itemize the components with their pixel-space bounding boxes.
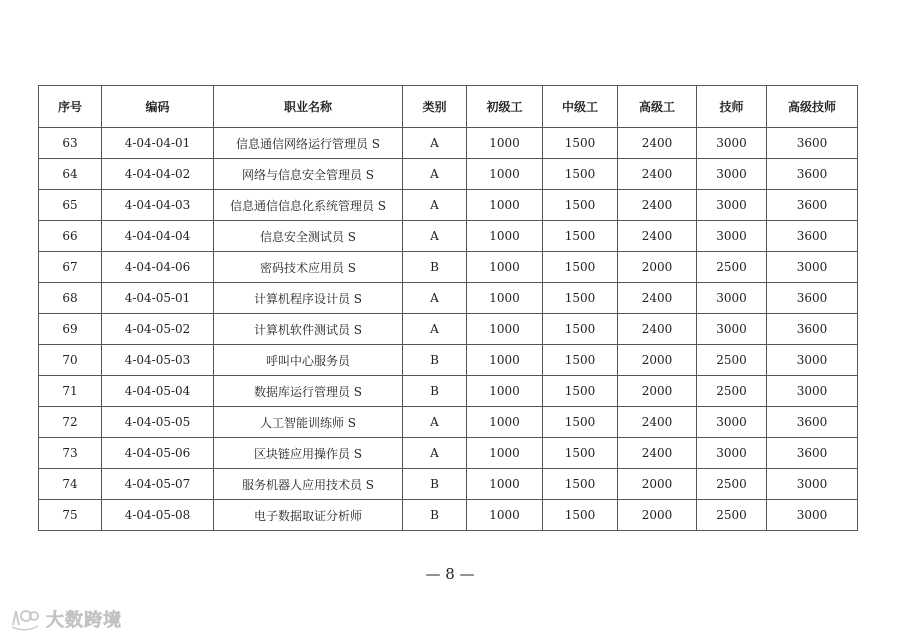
cell-index: 74 bbox=[39, 469, 102, 500]
cell-senior: 2400 bbox=[618, 438, 697, 469]
table-row bbox=[39, 438, 858, 469]
cell-technician: 3000 bbox=[697, 128, 767, 159]
cell-senior: 2000 bbox=[618, 376, 697, 407]
cell-occupation: 呼叫中心服务员 bbox=[214, 345, 403, 376]
cell-code: 4-04-04-02 bbox=[102, 159, 214, 190]
cell-intermediate: 1500 bbox=[543, 345, 618, 376]
cell-senior-technician: 3600 bbox=[767, 283, 858, 314]
cell-occupation: 网络与信息安全管理员 S bbox=[214, 159, 403, 190]
cell-index: 71 bbox=[39, 376, 102, 407]
cell-technician: 2500 bbox=[697, 376, 767, 407]
table-row bbox=[39, 252, 858, 283]
cell-technician: 3000 bbox=[697, 190, 767, 221]
table-row bbox=[39, 345, 858, 376]
table-body bbox=[39, 128, 858, 531]
cell-junior: 1000 bbox=[467, 500, 543, 531]
header-cell-technician: 技师 bbox=[697, 86, 767, 128]
cell-code: 4-04-04-01 bbox=[102, 128, 214, 159]
cell-technician: 3000 bbox=[697, 407, 767, 438]
cell-code: 4-04-05-05 bbox=[102, 407, 214, 438]
cell-index: 67 bbox=[39, 252, 102, 283]
cell-category: B bbox=[403, 345, 467, 376]
cell-occupation: 计算机软件测试员 S bbox=[214, 314, 403, 345]
cell-intermediate: 1500 bbox=[543, 314, 618, 345]
cell-category: B bbox=[403, 469, 467, 500]
table-row bbox=[39, 500, 858, 531]
cell-junior: 1000 bbox=[467, 221, 543, 252]
cell-category: A bbox=[403, 221, 467, 252]
occupation-table bbox=[38, 85, 858, 531]
cell-senior-technician: 3600 bbox=[767, 314, 858, 345]
table-header bbox=[39, 86, 858, 128]
cell-index: 63 bbox=[39, 128, 102, 159]
cell-category: A bbox=[403, 128, 467, 159]
cell-category: A bbox=[403, 159, 467, 190]
cell-senior: 2400 bbox=[618, 407, 697, 438]
cell-index: 68 bbox=[39, 283, 102, 314]
cell-occupation: 信息通信网络运行管理员 S bbox=[214, 128, 403, 159]
cell-senior: 2000 bbox=[618, 252, 697, 283]
cell-intermediate: 1500 bbox=[543, 283, 618, 314]
cell-index: 73 bbox=[39, 438, 102, 469]
cell-intermediate: 1500 bbox=[543, 221, 618, 252]
cell-senior: 2400 bbox=[618, 128, 697, 159]
cell-occupation: 计算机程序设计员 S bbox=[214, 283, 403, 314]
cell-intermediate: 1500 bbox=[543, 159, 618, 190]
table-row bbox=[39, 221, 858, 252]
cell-technician: 3000 bbox=[697, 314, 767, 345]
cell-senior: 2400 bbox=[618, 159, 697, 190]
watermark-text: 大数跨境 bbox=[46, 610, 122, 631]
cell-senior-technician: 3600 bbox=[767, 128, 858, 159]
cell-junior: 1000 bbox=[467, 345, 543, 376]
cell-technician: 2500 bbox=[697, 345, 767, 376]
cell-category: A bbox=[403, 438, 467, 469]
cell-junior: 1000 bbox=[467, 376, 543, 407]
table-row bbox=[39, 376, 858, 407]
cell-index: 66 bbox=[39, 221, 102, 252]
cell-code: 4-04-05-02 bbox=[102, 314, 214, 345]
header-cell-intermediate: 中级工 bbox=[543, 86, 618, 128]
cell-code: 4-04-05-08 bbox=[102, 500, 214, 531]
cell-index: 70 bbox=[39, 345, 102, 376]
cell-senior-technician: 3000 bbox=[767, 252, 858, 283]
cell-occupation: 密码技术应用员 S bbox=[214, 252, 403, 283]
cell-intermediate: 1500 bbox=[543, 376, 618, 407]
cell-occupation: 信息安全测试员 S bbox=[214, 221, 403, 252]
table-row bbox=[39, 283, 858, 314]
cell-senior-technician: 3600 bbox=[767, 190, 858, 221]
cell-junior: 1000 bbox=[467, 128, 543, 159]
cell-senior-technician: 3600 bbox=[767, 407, 858, 438]
cell-technician: 3000 bbox=[697, 438, 767, 469]
cell-junior: 1000 bbox=[467, 438, 543, 469]
cell-code: 4-04-05-01 bbox=[102, 283, 214, 314]
header-cell-category: 类别 bbox=[403, 86, 467, 128]
cell-code: 4-04-04-03 bbox=[102, 190, 214, 221]
cell-senior: 2400 bbox=[618, 190, 697, 221]
cell-intermediate: 1500 bbox=[543, 407, 618, 438]
cell-junior: 1000 bbox=[467, 407, 543, 438]
header-cell-occupation: 职业名称 bbox=[214, 86, 403, 128]
cell-technician: 2500 bbox=[697, 252, 767, 283]
cell-intermediate: 1500 bbox=[543, 128, 618, 159]
cell-technician: 2500 bbox=[697, 469, 767, 500]
cell-category: A bbox=[403, 283, 467, 314]
cell-junior: 1000 bbox=[467, 252, 543, 283]
cell-senior-technician: 3600 bbox=[767, 221, 858, 252]
cell-category: B bbox=[403, 252, 467, 283]
cell-intermediate: 1500 bbox=[543, 500, 618, 531]
table-row bbox=[39, 314, 858, 345]
cell-occupation: 信息通信信息化系统管理员 S bbox=[214, 190, 403, 221]
cell-technician: 3000 bbox=[697, 159, 767, 190]
cell-senior-technician: 3000 bbox=[767, 376, 858, 407]
cell-senior: 2000 bbox=[618, 500, 697, 531]
cell-junior: 1000 bbox=[467, 159, 543, 190]
cell-senior-technician: 3600 bbox=[767, 159, 858, 190]
cell-junior: 1000 bbox=[467, 314, 543, 345]
cell-senior-technician: 3000 bbox=[767, 469, 858, 500]
cell-junior: 1000 bbox=[467, 283, 543, 314]
cell-code: 4-04-04-06 bbox=[102, 252, 214, 283]
cell-intermediate: 1500 bbox=[543, 252, 618, 283]
cell-occupation: 电子数据取证分析师 bbox=[214, 500, 403, 531]
cell-occupation: 人工智能训练师 S bbox=[214, 407, 403, 438]
header-cell-senior-technician: 高级技师 bbox=[767, 86, 858, 128]
cell-code: 4-04-04-04 bbox=[102, 221, 214, 252]
cell-senior: 2400 bbox=[618, 314, 697, 345]
cell-occupation: 区块链应用操作员 S bbox=[214, 438, 403, 469]
table-row bbox=[39, 190, 858, 221]
table-row bbox=[39, 469, 858, 500]
header-cell-index: 序号 bbox=[39, 86, 102, 128]
cell-category: B bbox=[403, 500, 467, 531]
cell-senior-technician: 3600 bbox=[767, 438, 858, 469]
page-number: — 8 — bbox=[425, 565, 475, 583]
cell-senior: 2000 bbox=[618, 469, 697, 500]
cell-index: 65 bbox=[39, 190, 102, 221]
table-row bbox=[39, 159, 858, 190]
table-row bbox=[39, 407, 858, 438]
header-cell-junior: 初级工 bbox=[467, 86, 543, 128]
cell-code: 4-04-05-07 bbox=[102, 469, 214, 500]
cell-code: 4-04-05-04 bbox=[102, 376, 214, 407]
cell-index: 69 bbox=[39, 314, 102, 345]
cell-category: B bbox=[403, 376, 467, 407]
header-row bbox=[39, 86, 858, 128]
cell-technician: 2500 bbox=[697, 500, 767, 531]
brand-logo-icon bbox=[10, 607, 40, 631]
cell-code: 4-04-05-03 bbox=[102, 345, 214, 376]
cell-index: 64 bbox=[39, 159, 102, 190]
cell-occupation: 服务机器人应用技术员 S bbox=[214, 469, 403, 500]
header-cell-senior: 高级工 bbox=[618, 86, 697, 128]
cell-intermediate: 1500 bbox=[543, 469, 618, 500]
cell-code: 4-04-05-06 bbox=[102, 438, 214, 469]
cell-senior: 2400 bbox=[618, 283, 697, 314]
cell-category: A bbox=[403, 314, 467, 345]
cell-index: 75 bbox=[39, 500, 102, 531]
cell-senior: 2400 bbox=[618, 221, 697, 252]
cell-junior: 1000 bbox=[467, 469, 543, 500]
cell-category: A bbox=[403, 190, 467, 221]
cell-intermediate: 1500 bbox=[543, 190, 618, 221]
cell-technician: 3000 bbox=[697, 221, 767, 252]
cell-senior-technician: 3000 bbox=[767, 345, 858, 376]
cell-senior: 2000 bbox=[618, 345, 697, 376]
cell-technician: 3000 bbox=[697, 283, 767, 314]
cell-senior-technician: 3000 bbox=[767, 500, 858, 531]
cell-occupation: 数据库运行管理员 S bbox=[214, 376, 403, 407]
table-row bbox=[39, 128, 858, 159]
watermark bbox=[10, 606, 122, 632]
header-cell-code: 编码 bbox=[102, 86, 214, 128]
cell-index: 72 bbox=[39, 407, 102, 438]
cell-category: A bbox=[403, 407, 467, 438]
cell-junior: 1000 bbox=[467, 190, 543, 221]
cell-intermediate: 1500 bbox=[543, 438, 618, 469]
